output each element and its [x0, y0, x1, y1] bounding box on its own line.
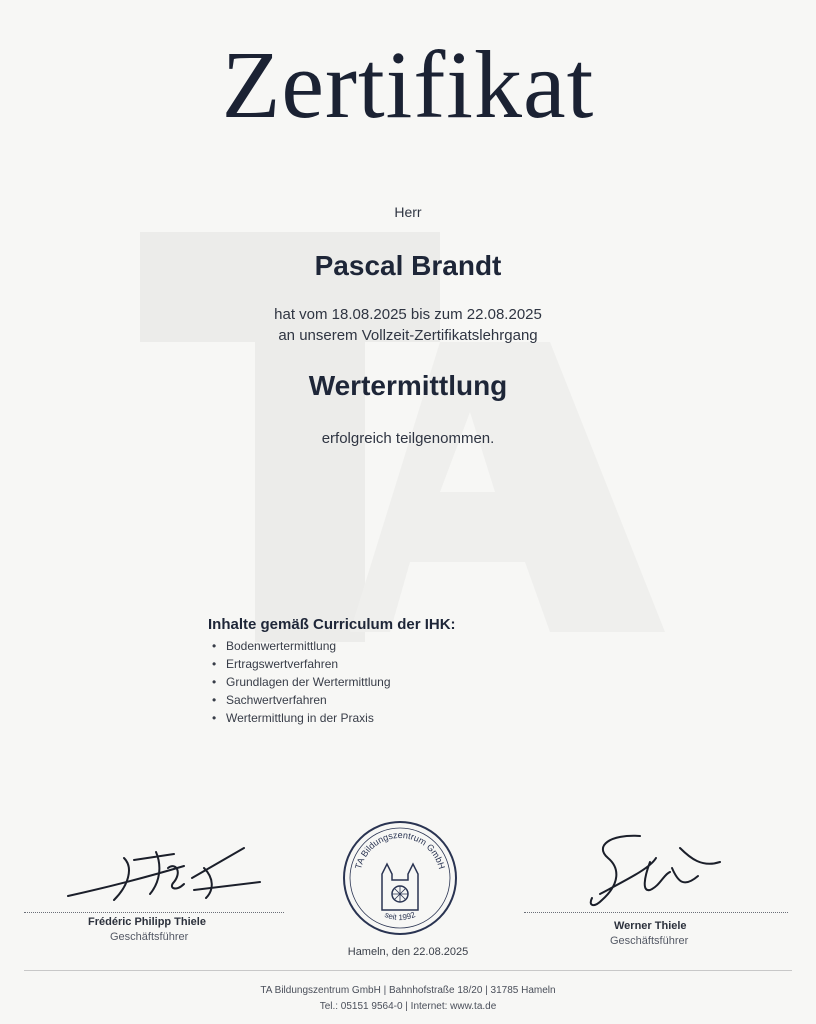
curriculum-section	[208, 616, 608, 727]
curriculum-item: • Sachwertverfahren	[208, 691, 608, 709]
left-signatory-role: Geschäftsführer	[110, 931, 189, 943]
left-signature	[64, 838, 264, 908]
company-seal	[340, 818, 460, 938]
right-signatory-role: Geschäftsführer	[610, 935, 689, 947]
curriculum-item: • Bodenwertermittlung	[208, 637, 608, 655]
completion-statement: erfolgreich teilgenommen.	[321, 430, 495, 447]
right-signature-line	[524, 912, 788, 913]
footer-address: TA Bildungszentrum GmbH | Bahnhofstraße 18/20 | 31785 Hameln	[260, 985, 556, 996]
footer-divider	[24, 970, 792, 971]
footer-contact: Tel.: 05151 9564-0 | Internet: www.ta.de	[319, 1001, 497, 1012]
right-signature	[580, 828, 730, 918]
right-signatory-name: Werner Thiele	[614, 920, 687, 932]
salutation: Herr	[394, 204, 422, 220]
curriculum-item: • Grundlagen der Wertermittlung	[208, 673, 608, 691]
certificate-title: Zertifikat	[221, 31, 595, 138]
curriculum-list	[208, 637, 608, 727]
svg-text:TA Bildungszentrum GmbH	[353, 830, 447, 870]
course-name: Wertermittlung	[308, 370, 508, 401]
svg-text:seit 1992	[383, 910, 417, 922]
seal-text: TA Bildungszentrum GmbH	[353, 829, 447, 871]
curriculum-item: • Wertermittlung in der Praxis	[208, 709, 608, 727]
place-date: Hameln, den 22.08.2025	[347, 946, 469, 958]
curriculum-item: • Ertragswertverfahren	[208, 655, 608, 673]
seal-since: seit 1992	[383, 910, 417, 923]
left-signatory-name: Frédéric Philipp Thiele	[88, 916, 206, 928]
left-signature-line	[24, 912, 284, 913]
course-period: hat vom 18.08.2025 bis zum 22.08.2025	[274, 306, 542, 323]
recipient-name: Pascal Brandt	[314, 250, 502, 281]
course-type: an unserem Vollzeit-Zertifikatslehrgang	[278, 327, 538, 344]
curriculum-heading: Inhalte gemäß Curriculum der IHK:	[208, 616, 456, 633]
